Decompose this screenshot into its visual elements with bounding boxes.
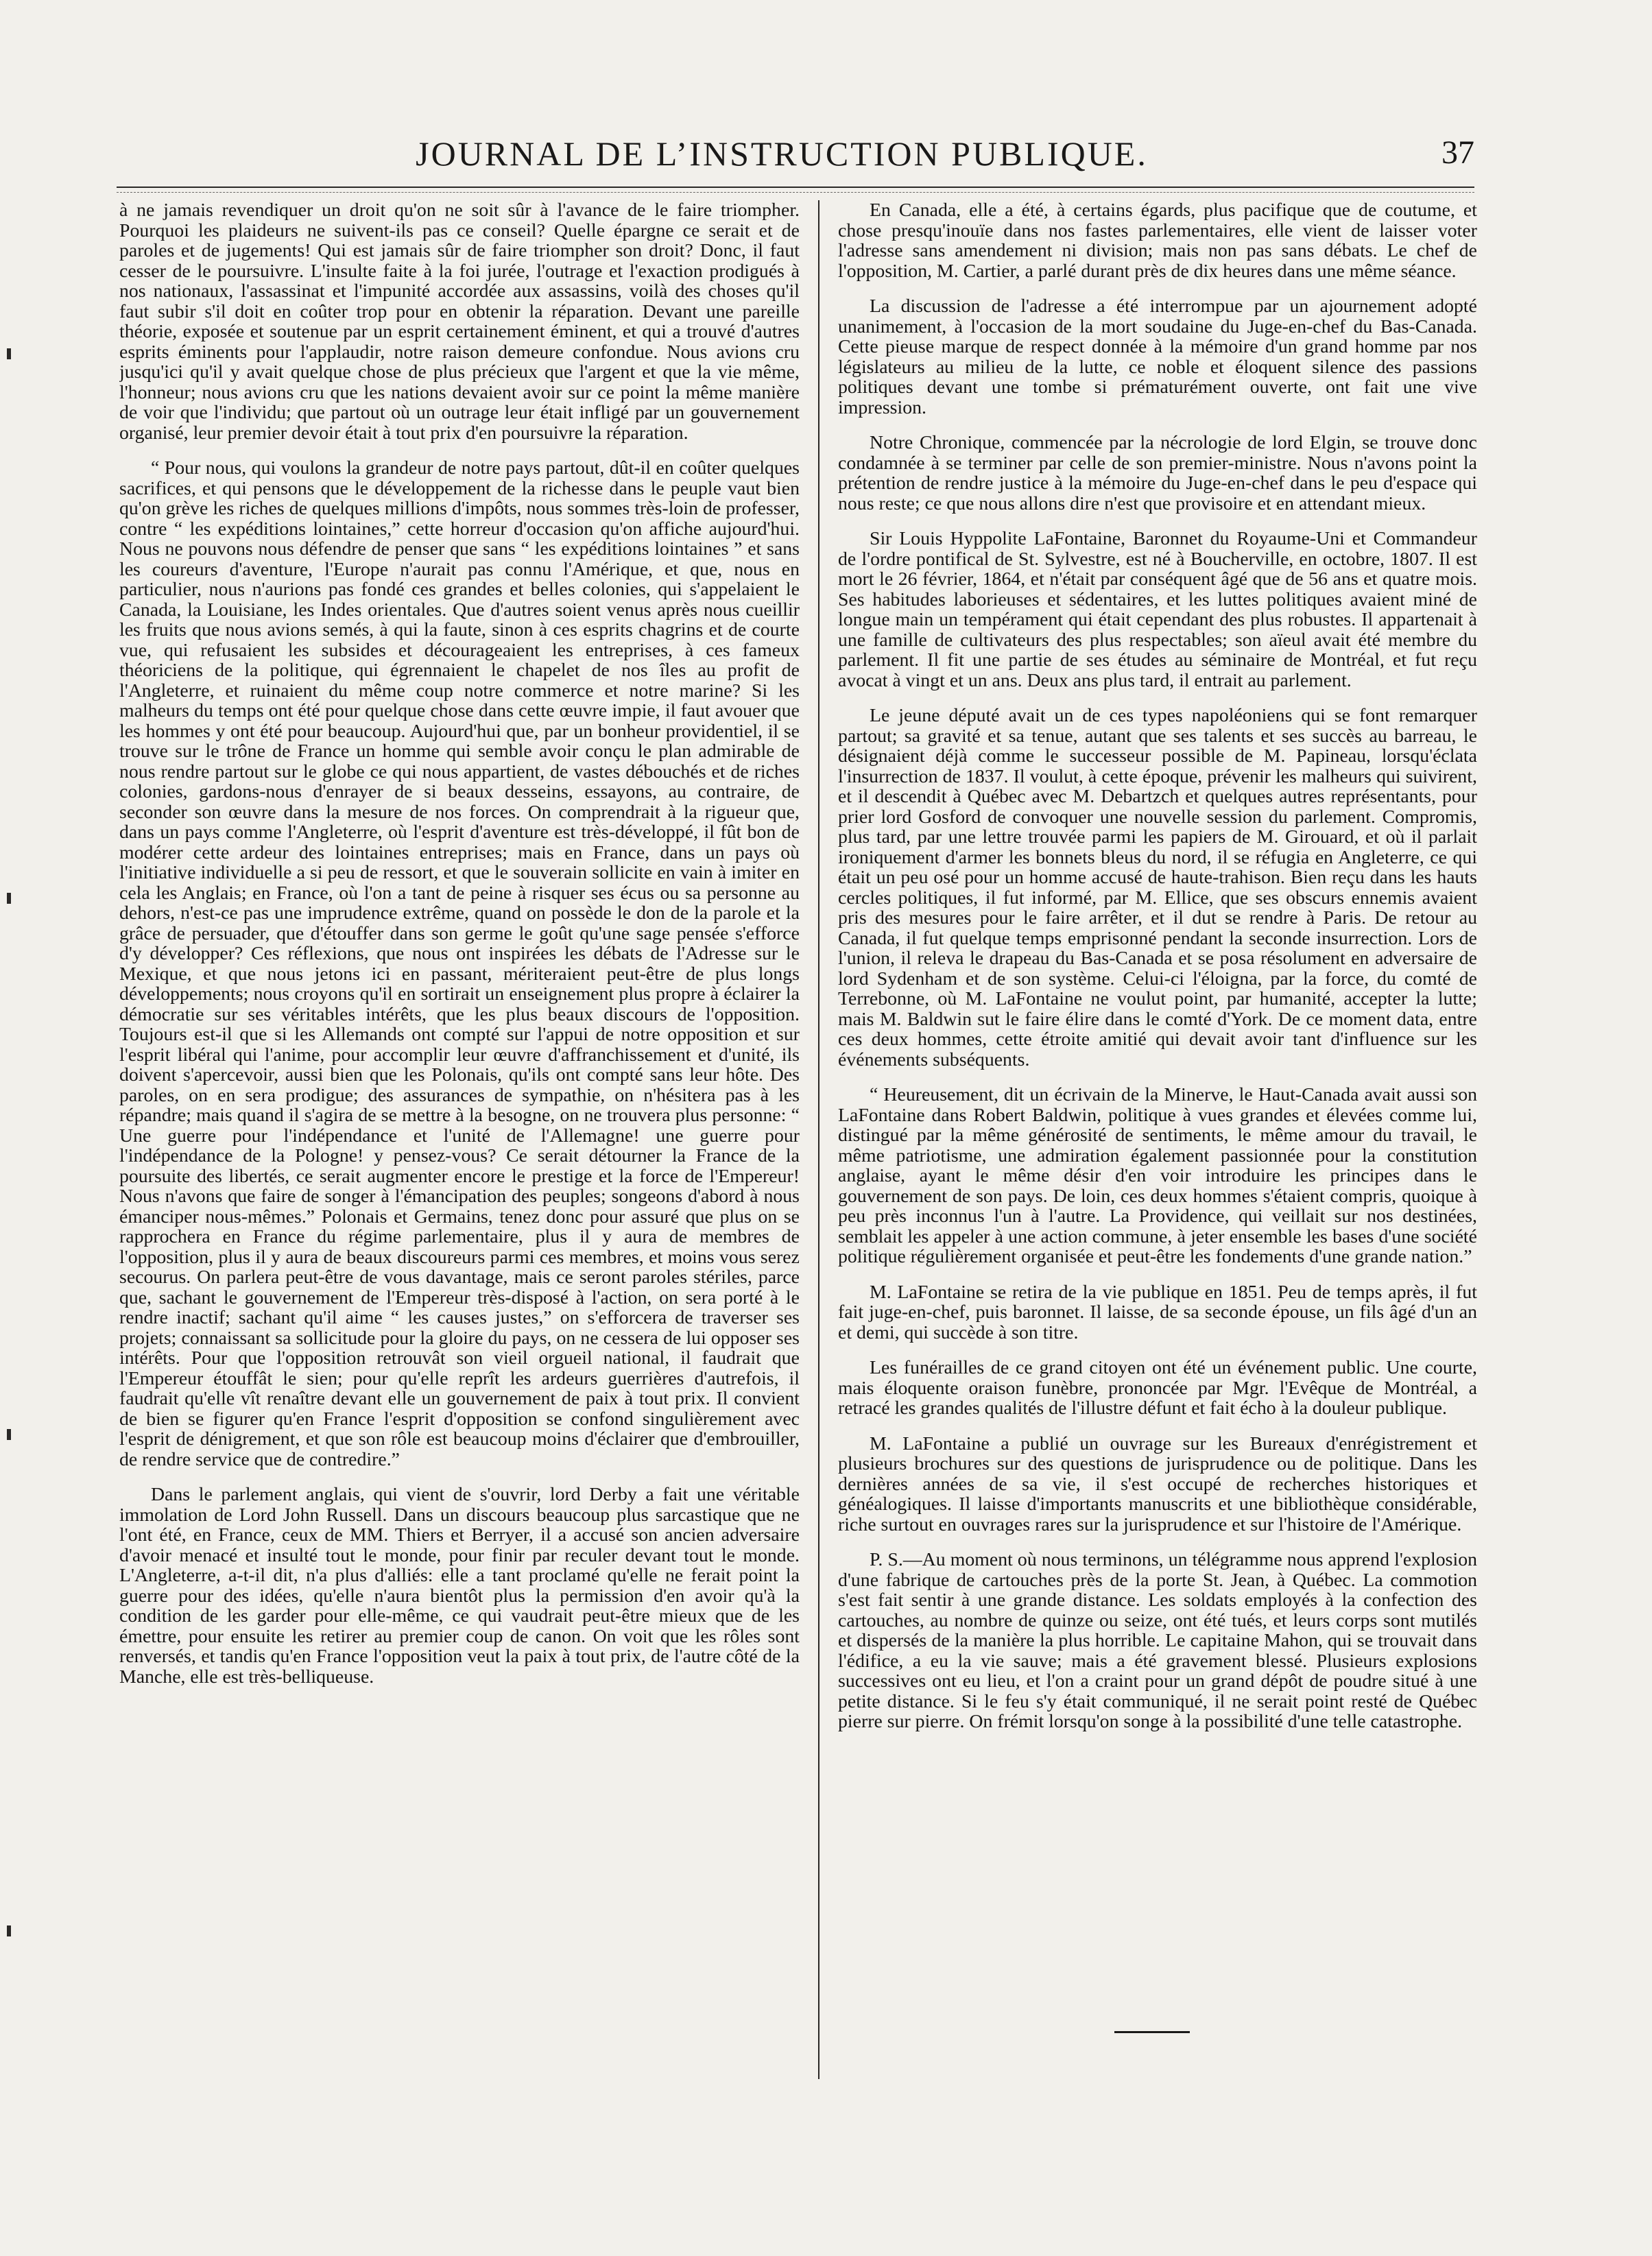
page-number: 37 (1441, 134, 1474, 171)
right-column (838, 200, 1477, 2011)
margin-mark (7, 1429, 11, 1440)
article-paragraph: “ Heureusement, dit un écrivain de la Minerve, le Haut-Canada avait aussi son LaFontaine dans Robert Baldwin, politique à vues grandes et élevées comme lui, distingué par la même générosité de sentiments, le même amour du travail, le même patriotisme, une admiration également passionnée pour la constitution anglaise, ayant le même désir d'en voir introduire les principes dans le gouvernement de son pays. De loin, ces deux hommes s'étaient compris, quoique à peu près inconnus l'un à l'autre. La Providence, qui veillait sur nos destinées, semblait les appeler à une action commune, à jeter ensemble les bases d'une société politique régulièrement organisée et peut-être les fondements d'une grande nation.” (838, 1084, 1477, 1267)
margin-mark (7, 1925, 11, 1936)
article-paragraph: M. LaFontaine se retira de la vie publique en 1851. Peu de temps après, il fut fait juge-en-chef, puis baronnet. Il laisse, de sa seconde épouse, un fils âgé d'un an et demi, qui succède à son titre. (838, 1281, 1477, 1343)
article-paragraph: Sir Louis Hyppolite LaFontaine, Baronnet du Royaume-Uni et Commandeur de l'ordre pontifical de St. Sylvestre, est né à Boucherville, en octobre, 1807. Il est mort le 26 février, 1864, et n'était par conséquent âgé que de 56 ans et quatre mois. Ses habitudes laborieuses et sédentaires, et les luttes politiques avaient miné de longue main un tempérament qui était cependant des plus robustes. Il appartenait à une famille de cultivateurs des plus respectables; son aïeul avait été membre du parlement. Il fit une partie de ses études au séminaire de Montréal, et fut reçu avocat à vingt et un ans. Deux ans plus tard, il entrait au parlement. (838, 528, 1477, 691)
header-rule (117, 187, 1474, 188)
margin-mark (7, 893, 11, 904)
article-paragraph: Notre Chronique, commencée par la nécrologie de lord Elgin, se trouve donc condamnée à se terminer par celle de son premier-ministre. Nous n'avons point la prétention de rendre justice à la mémoire du Juge-en-chef dans le peu d'espace qui nous reste; ce que nous allons dire n'est que provisoire et en attendant mieux. (838, 432, 1477, 514)
journal-title: JOURNAL DE L’INSTRUCTION PUBLIQUE. (416, 134, 1148, 173)
article-paragraph: à ne jamais revendiquer un droit qu'on ne soit sûr à l'avance de le faire triompher. Pourquoi les plaideurs ne suivent-ils pas ce conseil? Quelle épargne ce serait et de paroles et de jugements! Qui est jamais sûr de faire triompher son droit? Donc, il faut cesser de le poursuivre. L'insulte faite à la foi jurée, l'outrage et l'exaction prodigués à nos nationaux, l'assassinat et l'impunité accordée aux assassins, voilà des choses qu'il faut subir s'il doit en coûter trop pour en obtenir la réparation. Devant une pareille théorie, exposée et soutenue par un esprit certainement éminent, et qui a trouvé d'autres esprits éminents pour l'applaudir, notre raison demeure confondue. Nous avions cru jusqu'ici qu'il y avait quelque chose de plus précieux que l'argent et que la vie même, l'honneur; nous avions cru que les nations devaient avoir sur ce point la même manière de voir que l'individu; que partout où un outrage leur était infligé par un gouvernement organisé, leur premier devoir était à tout prix d'en poursuivre la réparation. (119, 200, 800, 444)
article-paragraph: Dans le parlement anglais, qui vient de s'ouvrir, lord Derby a fait une véritable immolation de Lord John Russell. Dans un discours beaucoup plus sarcastique que ne l'ont été, en France, ceux de MM. Thiers et Berryer, il a accusé son ancien adversaire d'avoir menacé et insulté tout le monde, pour finir par reculer devant tout le monde. L'Angleterre, a-t-il dit, n'a plus d'alliés: elle a tant proclamé qu'elle ne ferait point la guerre pour des idées, qu'elle n'aura bientôt plus la permission d'en avoir qu'à la condition de les garder pour elle-même, ce qui vaudrait peut-être mieux que de les émettre, pour ensuite les retirer au premier coup de canon. On voit que les rôles sont renversés, et tandis qu'en France l'opposition veut la paix à tout prix, de l'autre côté de la Manche, elle est très-belliqueuse. (119, 1484, 800, 1688)
article-paragraph: M. LaFontaine a publié un ouvrage sur les Bureaux d'enrégistrement et plusieurs brochures sur des questions de jurisprudence ou de politique. Dans les dernières années de sa vie, il s'est occupé de recherches historiques et généalogiques. Il laisse d'importants manuscrits et une bibliothèque considérable, riche surtout en ouvrages rares sur la jurisprudence et sur l'histoire de l'Amérique. (838, 1432, 1477, 1535)
article-paragraph: “ Pour nous, qui voulons la grandeur de notre pays partout, dût-il en coûter quelques sacrifices, et qui pensons que le développement de la richesse dans le peuple vaut bien qu'on grève les riches de quelques millions d'impôts, nous sommes très-loin de professer, contre “ les expéditions lointaines,” cette horreur d'occasion qu'on affiche aujourd'hui. Nous ne pouvons nous défendre de penser que sans “ les expéditions lointaines ” et sans les coureurs d'aventure, l'Europe n'aurait pas connu l'Amérique, et que, nous en particulier, nous n'aurions pas fondé ces grandes et belles colonies, qui s'appelaient le Canada, la Louisiane, les Indes orientales. Que d'autres soient venus après nous cueillir les fruits que nous avions semés, à qui la faute, sinon à ces esprits chagrins et de courte vue, qui refusaient les subsides et décourageaient les entreprises, à ces fameux théoriciens de la politique, qui égrennaient le chapelet de nos îles au profit de l'Angleterre, et ruinaient du même coup notre commerce et notre marine? Si les malheurs du temps ont été pour quelque chose dans cette œuvre impie, il faut avouer que les hommes y ont été pour beaucoup. Aujourd'hui que, par un bonheur providentiel, il se trouve sur le trône de France un homme qui semble avoir conçu le plan admirable de nous rendre partout sur le globe ce qui nous appartient, de vastes débouchés et de riches colonies, gardons-nous d'enrayer de si beaux desseins, essayons, au contraire, de seconder son œuvre dans la mesure de nos forces. On comprendrait à la rigueur que, dans un pays comme l'Angleterre, où l'esprit d'aventure est très-développé, il fût bon de modérer cette ardeur des lointaines entreprises; mais en France, dans un pays où l'initiative individuelle a si peu de ressort, et que le souverain sollicite en vain à imiter en cela les Anglais; en France, où l'on a tant de peine à risquer ses écus ou sa personne au dehors, n'est-ce pas une imprudence extrême, quand on possède le don de la parole et la grâce de persuader, que d'étouffer dans son germe le goût qu'une sage pensée s'efforce d'y développer? Ces réflexions, que nous ont inspirées les débats de l'Adresse sur le Mexique, et que nous jetons ici en passant, mériteraient peut-être de plus longs développements; nous croyons qu'il en sortirait un enseignement plus propre à éclairer la démocratie sur ses véritables intérêts, que les plus beaux discours de l'opposition. Toujours est-il que si les Allemands ont compté sur l'appui de notre opposition et sur l'esprit libéral qui l'anime, pour accomplir leur œuvre d'affranchissement et d'unité, ils doivent s'apercevoir, aussi bien que les Polonais, qu'ils ont compté sans leur hôte. Des paroles, on en sera prodigue; des assurances de sympathie, on n'hésitera pas à les répandre; mais quand il s'agira de se mettre à la besogne, on ne trouvera plus personne: “ Une guerre pour l'indépendance et l'unité de l'Allemagne! une guerre pour l'indépendance de la Pologne! y pensez-vous? Ce serait détourner la France de la poursuite des libertés, ce serait augmenter encore le prestige et la force de l'Empereur! Nous n'avons que faire de songer à l'émancipation des peuples; songeons d'abord à nous émanciper nous-mêmes.” Polonais et Germains, tenez donc pour assuré que plus on se rapprochera en France du régime parlementaire, plus il y aura de membres de l'opposition, plus il y aura de beaux discoureurs parmi ces membres, et moins vous serez secourus. On parlera peut-être de vous davantage, mais ce seront paroles stériles, parce que, sachant le gouvernement de l'Empereur très-disposé à l'action, on sera porté à le rendre inactif; sachant qu'il aime “ les causes justes,” on s'efforcera de traverser ses projets; connaissant sa sollicitude pour la gloire du pays, on ne cessera de lui opposer ses intérêts. Pour que l'opposition retrouvât son vieil orgueil national, il faudrait que l'Empereur étouffât le sien; pour qu'elle reprît les ardeurs guerrières d'autrefois, il faudrait qu'elle vît renaître devant elle un gouvernement de paix à tout prix. Il convient de bien se figurer qu'en France l'esprit d'opposition se confond singulièrement avec l'esprit de dénigrement, et que son rôle est beaucoup moins d'éclairer que d'embrouiller, de rendre service que de contredire.” (119, 457, 800, 1470)
page-header (89, 134, 1474, 182)
article-paragraph: Les funérailles de ce grand citoyen ont été un événement public. Une courte, mais éloquente oraison funèbre, prononcée par Mgr. l'Evêque de Montréal, a retracé les grandes qualités de l'illustre défunt et fait écho à la douleur publique. (838, 1357, 1477, 1419)
column-divider (818, 200, 819, 2079)
article-paragraph: P. S.—Au moment où nous terminons, un télégramme nous apprend l'explosion d'une fabrique de cartouches près de la porte St. Jean, à Québec. La commotion s'est fait sentir à une grande distance. Les soldats employés à la confection des cartouches, au nombre de quinze ou seize, ont été tués, et leurs corps sont mutilés et dispersés de la manière la plus horrible. Le capitaine Mahon, qui se trouvait dans l'édifice, a eu la vie sauve; mais a été gravement blessé. Plusieurs explosions successives ont eu lieu, et l'on a craint pour un grand dépôt de poudre situé à une petite distance. Si le feu s'y était communiqué, il ne serait point resté de Québec pierre sur pierre. On frémit lorsqu'on songe à la possibilité d'une telle catastrophe. (838, 1549, 1477, 1732)
margin-mark (7, 348, 11, 359)
header-rule-dotted (117, 192, 1474, 193)
article-paragraph: La discussion de l'adresse a été interrompue par un ajournement adopté unanimement, à l'occasion de la mort soudaine du Juge-en-chef du Bas-Canada. Cette pieuse marque de respect donnée à la mémoire d'un grand homme par nos législateurs au milieu de la lutte, ce noble et éloquent silence des passions politiques devant une tombe si prématurément ouverte, ont fait une vive impression. (838, 296, 1477, 418)
left-column (119, 200, 800, 2065)
article-paragraph: En Canada, elle a été, à certains égards, plus pacifique que de coutume, et chose presqu'inouïe dans nos fastes parlementaires, elle vient de laisser voter l'adresse sans amendement ni division; mais non pas sans débats. Le chef de l'opposition, M. Cartier, a parlé durant près de dix heures dans une même séance. (838, 200, 1477, 282)
end-rule (1114, 2031, 1190, 2033)
article-paragraph: Le jeune député avait un de ces types napoléoniens qui se font remarquer partout; sa gravité et sa tenue, autant que ses talents et ses succès au barreau, le désignaient déjà comme le successeur possible de M. Papineau, lorsqu'éclata l'insurrection de 1837. Il voulut, à cette époque, prévenir les malheurs qui suivirent, et il descendit à Québec avec M. Debartzch et quelques autres représentants, pour prier lord Gosford de convoquer une nouvelle session du parlement. Compromis, plus tard, par une lettre trouvée parmi les papiers de M. Girouard, et où il parlait ironiquement d'armer les bonnets bleus du nord, il se réfugia en Angleterre, ce qui était un peu osé pour un homme accusé de haute-trahison. Bien reçu dans les hauts cercles politiques, il fut informé, par M. Ellice, que ses obscurs ennemis avaient pris des mesures pour le faire arrêter, et il dut se rendre à Paris. De retour au Canada, il fut quelque temps emprisonné pendant la seconde insurrection. Lors de l'union, il releva le drapeau du Bas-Canada et se posa résolument en adversaire de lord Sydenham et de son système. Celui-ci l'éloigna, par la force, du comté de Terrebonne, où M. LaFontaine ne voulut point, par humanité, accepter la lutte; mais M. Baldwin sut le faire élire dans le comté d'York. De ce moment data, entre ces deux hommes, cette étroite amitié qui devait avoir tant d'influence sur les événements subséquents. (838, 705, 1477, 1070)
